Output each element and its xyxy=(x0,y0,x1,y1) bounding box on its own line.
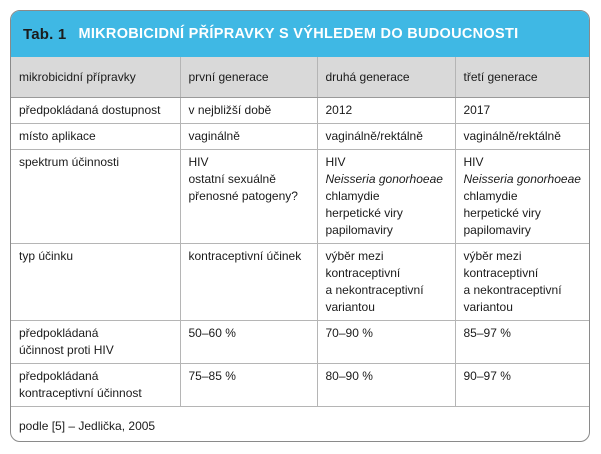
cell-text: 50–60 % xyxy=(188,326,236,340)
cell-text: kontraceptivní xyxy=(325,266,401,280)
cell-text: Neisseria gonorhoeae xyxy=(463,172,581,186)
table-footnote: podle [5] – Jedlička, 2005 xyxy=(19,419,156,433)
table-cell xyxy=(317,124,455,150)
cell-text: 2017 xyxy=(463,103,491,117)
row-label-cell xyxy=(11,244,180,321)
cell-text: 75–85 % xyxy=(188,369,236,383)
table-cell xyxy=(455,124,589,150)
table-cell xyxy=(455,98,589,124)
cell-text: přenosné patogeny? xyxy=(188,189,298,203)
cell-text: HIV xyxy=(188,155,209,169)
table-cell xyxy=(455,244,589,321)
cell-text: chlamydie xyxy=(325,189,380,203)
table-cell xyxy=(180,244,317,321)
table-row xyxy=(11,124,589,150)
cell-text: místo aplikace xyxy=(19,129,96,143)
row-label-cell xyxy=(11,321,180,364)
cell-text: v nejbližší době xyxy=(188,103,272,117)
cell-text: kontraceptivní xyxy=(463,266,539,280)
row-label-cell xyxy=(11,364,180,407)
table-card xyxy=(10,10,590,442)
cell-text: Neisseria gonorhoeae xyxy=(325,172,443,186)
table-row xyxy=(11,150,589,244)
cell-text: vaginálně/rektálně xyxy=(463,129,561,143)
table-cell xyxy=(180,98,317,124)
table-cell xyxy=(180,364,317,407)
column-header: první generace xyxy=(180,57,317,98)
column-header: mikrobicidní přípravky xyxy=(11,57,180,98)
table-cell xyxy=(180,321,317,364)
cell-text: herpetické viry xyxy=(463,206,541,220)
table-header-bar xyxy=(11,11,589,57)
cell-text: 70–90 % xyxy=(325,326,373,340)
cell-text: a nekontraceptivní xyxy=(325,283,424,297)
row-label-cell xyxy=(11,150,180,244)
table-cell xyxy=(317,98,455,124)
table-row xyxy=(11,98,589,124)
column-header: třetí generace xyxy=(455,57,589,98)
cell-text: herpetické viry xyxy=(325,206,403,220)
row-label-cell xyxy=(11,98,180,124)
cell-text: 2012 xyxy=(325,103,353,117)
cell-text: variantou xyxy=(463,300,513,314)
cell-text: 80–90 % xyxy=(325,369,373,383)
cell-text: spektrum účinnosti xyxy=(19,155,120,169)
cell-text: papilomaviry xyxy=(325,223,393,237)
column-header: druhá generace xyxy=(317,57,455,98)
cell-text: 90–97 % xyxy=(463,369,511,383)
table-cell xyxy=(317,364,455,407)
table-row xyxy=(11,321,589,364)
table-cell xyxy=(180,124,317,150)
cell-text: výběr mezi xyxy=(325,249,384,263)
cell-text: kontraceptivní účinek xyxy=(188,249,302,263)
table-title: MIKROBICIDNÍ PŘÍPRAVKY S VÝHLEDEM DO BUDOUCNOSTI xyxy=(78,26,519,42)
cell-text: předpokládaná dostupnost xyxy=(19,103,161,117)
cell-text: vaginálně xyxy=(188,129,240,143)
cell-text: typ účinku xyxy=(19,249,74,263)
cell-text: HIV xyxy=(325,155,346,169)
table-cell xyxy=(455,150,589,244)
cell-text: ostatní sexuálně xyxy=(188,172,276,186)
table-row xyxy=(11,364,589,407)
row-label-cell xyxy=(11,124,180,150)
table-number: Tab. 1 xyxy=(23,25,67,43)
table-cell xyxy=(317,150,455,244)
cell-text: papilomaviry xyxy=(463,223,531,237)
cell-text: kontraceptivní účinnost xyxy=(19,386,142,400)
cell-text: 85–97 % xyxy=(463,326,511,340)
cell-text: předpokládaná xyxy=(19,326,99,340)
cell-text: HIV xyxy=(463,155,484,169)
table-cell xyxy=(455,364,589,407)
table-body xyxy=(11,98,589,407)
table-cell xyxy=(455,321,589,364)
cell-text: chlamydie xyxy=(463,189,518,203)
cell-text: výběr mezi xyxy=(463,249,522,263)
microbicide-table xyxy=(11,57,589,407)
cell-text: účinnost proti HIV xyxy=(19,343,114,357)
cell-text: variantou xyxy=(325,300,375,314)
table-cell xyxy=(180,150,317,244)
cell-text: vaginálně/rektálně xyxy=(325,129,423,143)
cell-text: předpokládaná xyxy=(19,369,99,383)
table-cell xyxy=(317,321,455,364)
table-header-row xyxy=(11,57,589,98)
table-cell xyxy=(317,244,455,321)
table-row xyxy=(11,244,589,321)
cell-text: a nekontraceptivní xyxy=(463,283,562,297)
